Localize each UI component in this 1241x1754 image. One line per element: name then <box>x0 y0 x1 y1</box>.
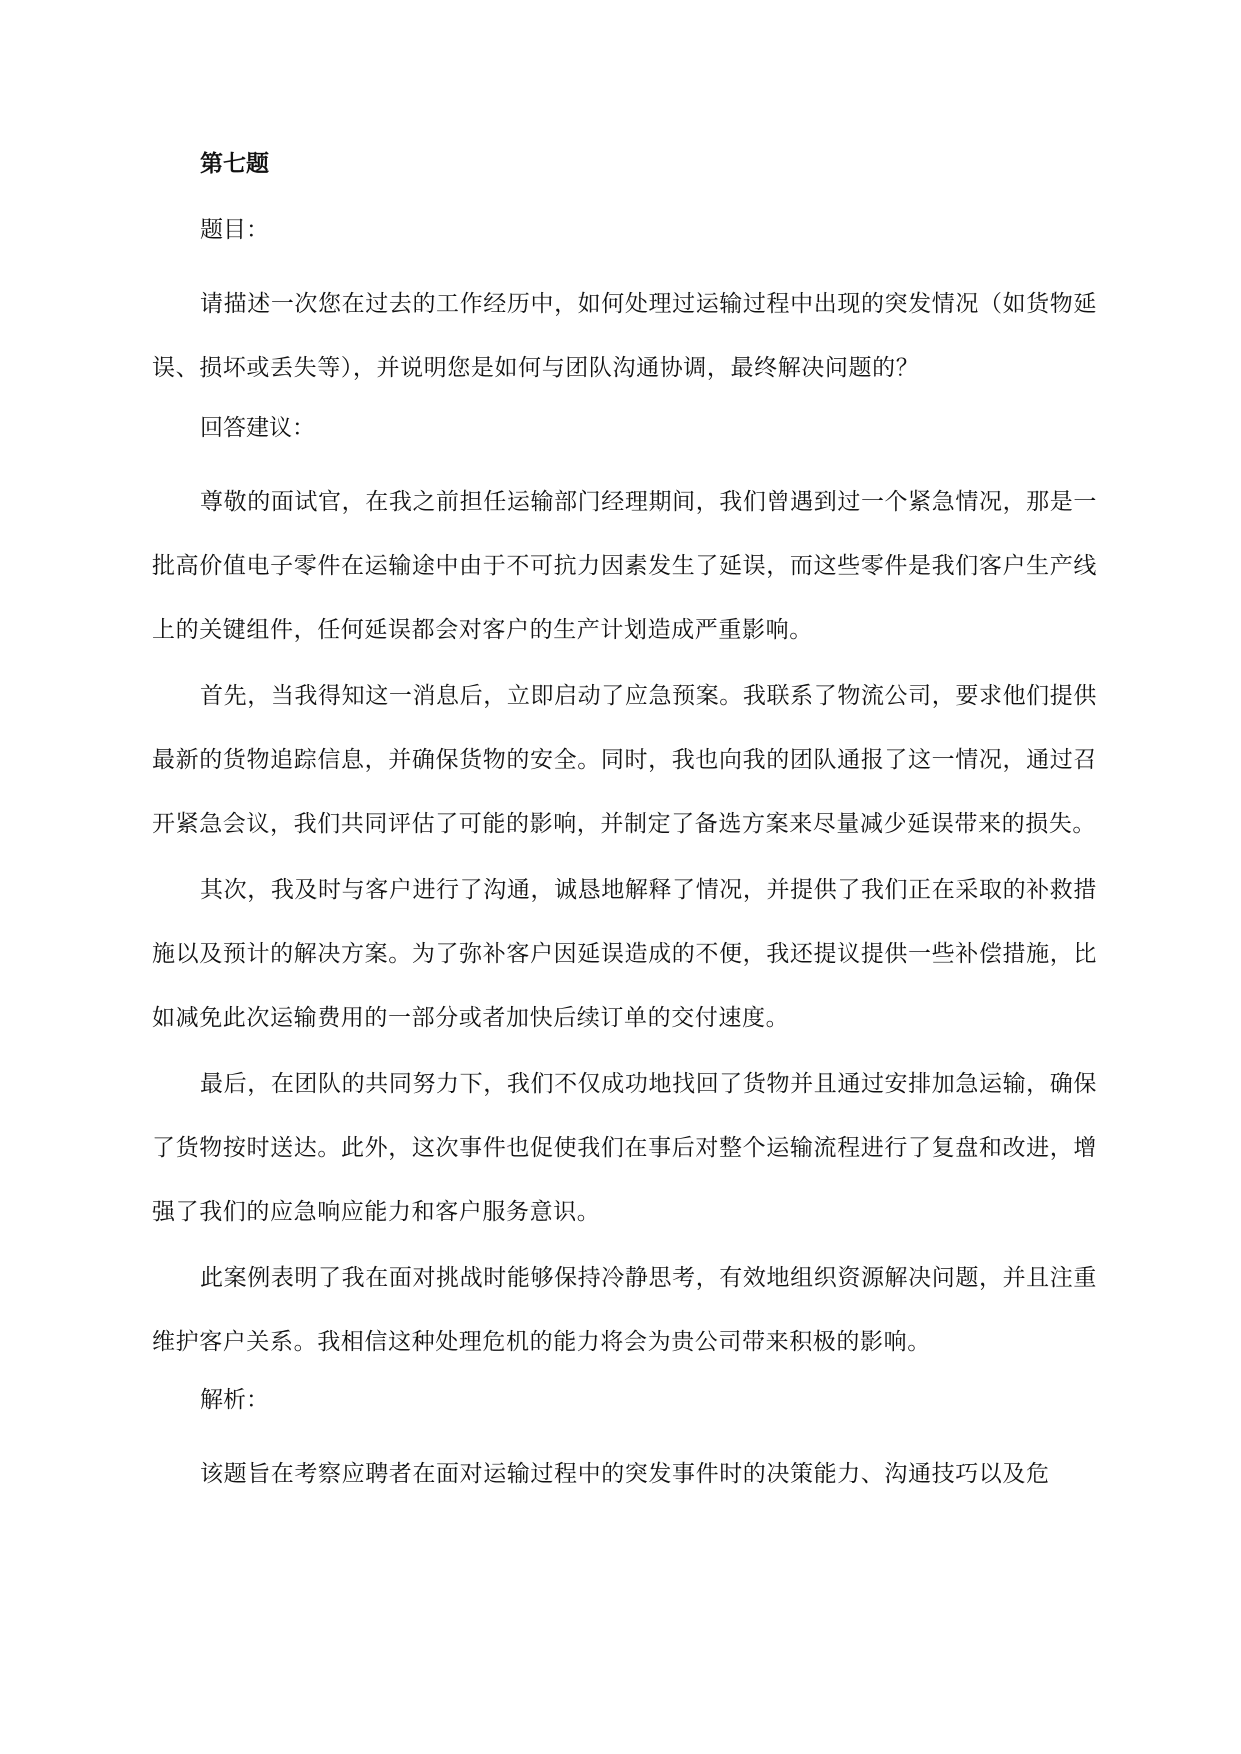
answer-paragraph-2: 首先，当我得知这一消息后，立即启动了应急预案。我联系了物流公司，要求他们提供最新的货物追踪信息，并确保货物的安全。同时，我也向我的团队通报了这一情况，通过召开紧急会议，我们共同评估了可能的影响，并制定了备选方案来尽量减少延误带来的损失。 <box>152 683 1097 837</box>
analysis-label: 解析： <box>200 1387 269 1413</box>
answer-label: 回答建议： <box>200 415 315 441</box>
analysis-text: 该题旨在考察应聘者在面对运输过程中的突发事件时的决策能力、沟通技巧以及危 <box>200 1461 1050 1487</box>
question-text: 请描述一次您在过去的工作经历中，如何处理过运输过程中出现的突发情况（如货物延误、损坏或丢失等），并说明您是如何与团队沟通协调，最终解决问题的？ <box>152 291 1097 381</box>
answer-paragraph-5: 此案例表明了我在面对挑战时能够保持冷静思考，有效地组织资源解决问题，并且注重维护客户关系。我相信这种处理危机的能力将会为贵公司带来积极的影响。 <box>152 1265 1097 1355</box>
answer-paragraph-1: 尊敬的面试官，在我之前担任运输部门经理期间，我们曾遇到过一个紧急情况，那是一批高价值电子零件在运输途中由于不可抗力因素发生了延误，而这些零件是我们客户生产线上的关键组件，任何延误都会对客户的生产计划造成严重影响。 <box>152 489 1097 643</box>
document-body <box>152 140 1097 1508</box>
answer-paragraph-4: 最后，在团队的共同努力下，我们不仅成功地找回了货物并且通过安排加急运输，确保了货物按时送达。此外，这次事件也促使我们在事后对整个运输流程进行了复盘和改进，增强了我们的应急响应能力和客户服务意识。 <box>152 1071 1097 1225</box>
question-title: 第七题 <box>200 151 269 177</box>
question-label: 题目： <box>200 217 269 243</box>
answer-paragraph-3: 其次，我及时与客户进行了沟通，诚恳地解释了情况，并提供了我们正在采取的补救措施以及预计的解决方案。为了弥补客户因延误造成的不便，我还提议提供一些补偿措施，比如减免此次运输费用的一部分或者加快后续订单的交付速度。 <box>152 877 1097 1031</box>
